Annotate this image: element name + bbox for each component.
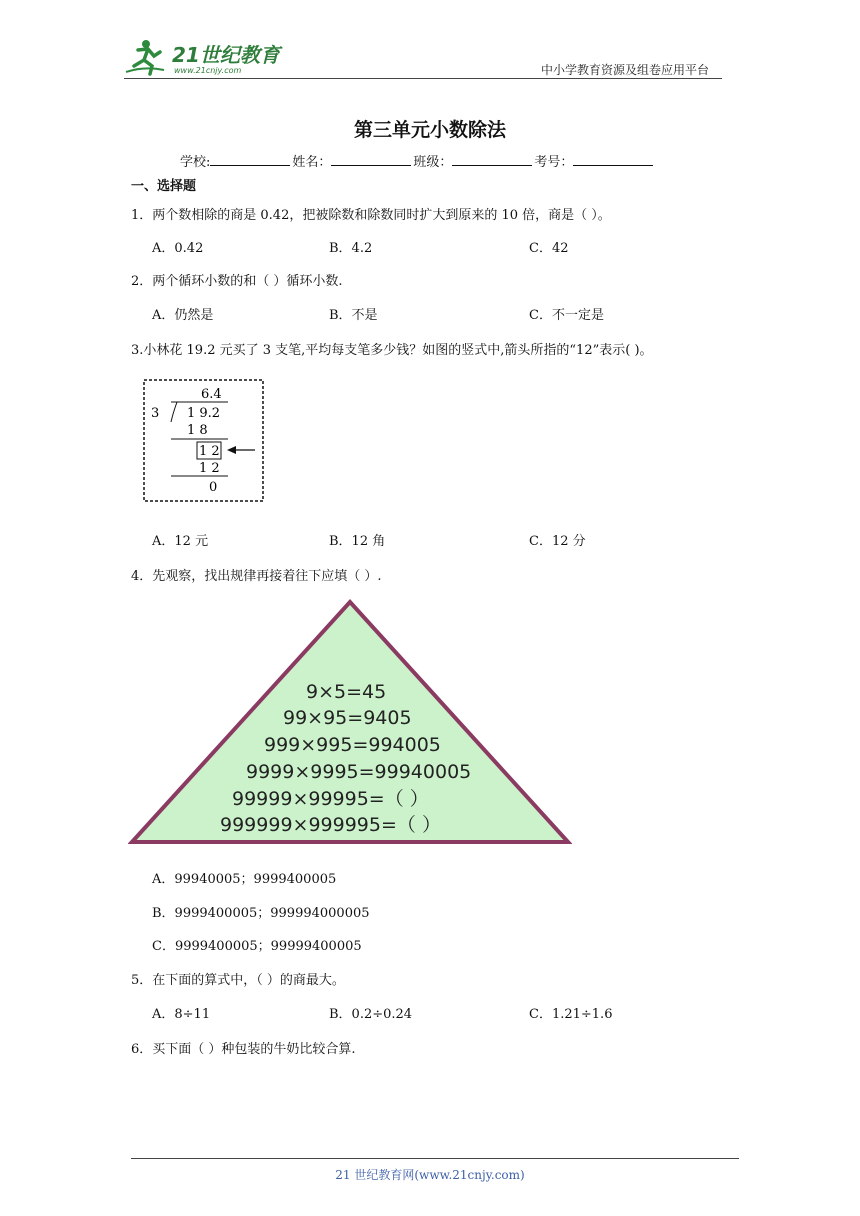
q1-option-a[interactable]: A．0.42 <box>152 241 204 256</box>
q5-option-a[interactable]: A．8÷11 <box>152 1007 211 1022</box>
pattern-line-5: 99999×99995=（ ） <box>232 788 429 810</box>
div-step1: 1 8 <box>187 423 208 438</box>
q2-option-b[interactable]: B．不是 <box>329 308 378 323</box>
header-platform-text: 中小学教育资源及组卷应用平台 <box>541 63 710 77</box>
section-heading: 一、选择题 <box>131 179 197 194</box>
pattern-line-6: 999999×999995=（ ） <box>220 814 441 836</box>
name-blank[interactable] <box>331 153 411 166</box>
header-divider <box>124 78 722 79</box>
logo-main-text: 21世纪教育 <box>172 43 280 67</box>
q3-option-c[interactable]: C．12 分 <box>529 534 586 549</box>
q3-option-a[interactable]: A．12 元 <box>152 534 209 549</box>
div-step2: 1 2 <box>199 444 220 459</box>
question-1: 1．两个数相除的商是 0.42，把被除数和除数同时扩大到原来的 10 倍，商是（ ）。 <box>131 208 611 223</box>
div-divisor: 3 <box>151 406 160 421</box>
pattern-line-1: 9×5=45 <box>306 681 387 703</box>
logo-sub-text: www.21cnjy.com <box>174 66 242 75</box>
name-label: 姓名： <box>292 155 332 170</box>
class-label: 班级： <box>413 155 453 170</box>
pattern-line-4: 9999×9995=99940005 <box>246 761 472 783</box>
div-dividend: 1 9.2 <box>187 406 221 421</box>
question-5: 5．在下面的算式中，（ ）的商最大。 <box>131 973 345 988</box>
q2-option-a[interactable]: A．仍然是 <box>152 308 214 323</box>
school-label: 学校: <box>180 155 211 170</box>
footer-text[interactable]: 21 世纪教育网(www.21cnjy.com) <box>335 1168 525 1182</box>
q1-option-b[interactable]: B．4.2 <box>329 241 373 256</box>
div-quotient: 6.4 <box>201 387 222 402</box>
q4-option-a[interactable]: A．99940005；9999400005 <box>152 872 337 887</box>
pattern-triangle-figure <box>128 598 572 846</box>
site-logo <box>124 36 289 78</box>
question-6: 6．买下面（ ）种包装的牛奶比较合算. <box>131 1042 356 1057</box>
q2-option-c[interactable]: C．不一定是 <box>529 308 604 323</box>
exam-no-label: 考号： <box>534 155 574 170</box>
runner-icon <box>126 40 164 74</box>
q3-option-b[interactable]: B．12 角 <box>329 534 386 549</box>
footer-divider <box>131 1158 739 1159</box>
question-2: 2．两个循环小数的和（ ）循环小数. <box>131 274 343 289</box>
long-division-figure <box>143 379 264 502</box>
pattern-line-3: 999×995=994005 <box>264 734 441 756</box>
exam-no-blank[interactable] <box>573 153 653 166</box>
q4-option-b[interactable]: B．9999400005；999994000005 <box>152 906 370 921</box>
question-3: 3.小林花 19.2 元买了 3 支笔,平均每支笔多少钱？如图的竖式中,箭头所指的“12”表示( )。 <box>131 343 653 358</box>
q4-option-c[interactable]: C．9999400005；99999400005 <box>152 939 362 954</box>
question-4: 4．先观察，找出规律再接着往下应填（ ）. <box>131 569 382 584</box>
arrow-head-icon <box>227 446 236 454</box>
div-step3: 1 2 <box>199 461 220 476</box>
student-info-row <box>180 151 655 170</box>
school-blank[interactable] <box>210 153 290 166</box>
q5-option-b[interactable]: B．0.2÷0.24 <box>329 1007 413 1022</box>
pattern-line-2: 99×95=9405 <box>283 707 412 729</box>
q1-option-c[interactable]: C．42 <box>529 241 569 256</box>
class-blank[interactable] <box>452 153 532 166</box>
page-title: 第三单元小数除法 <box>353 119 506 141</box>
q5-option-c[interactable]: C．1.21÷1.6 <box>529 1007 613 1022</box>
div-bracket <box>171 402 177 422</box>
div-remainder: 0 <box>209 480 218 495</box>
